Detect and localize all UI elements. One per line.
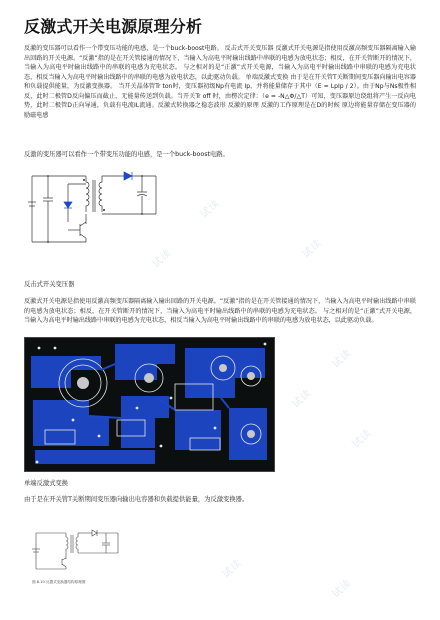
flyback-converter-schematic <box>26 525 134 587</box>
watermark: 试读 <box>350 427 375 451</box>
watermark: 试读 <box>290 387 315 411</box>
figure-caption: 图 8.10 反激式变换器结构原理图 <box>32 580 86 584</box>
buckboost-caption: 反激的变压器可以看作一个带变压功能的电感，是一个buck-boost电路。 <box>24 151 229 158</box>
section-heading-single-ended: 单端反激式变换 <box>24 480 69 487</box>
single-ended-text: 由于是在开关管T关断期间变压器向输出电容器和负载提供能量，为反激变换器。 <box>24 496 249 503</box>
watermark: 试读 <box>300 237 325 261</box>
pcb-layout-image <box>25 338 274 471</box>
pcb-photo <box>24 337 275 472</box>
watermark: 试读 <box>330 577 355 601</box>
intro-paragraph: 反激的变压器可以看作一个带变压功能的电感，是一个buck-boost电路。 反击式开关变压器 反激式开关电源是指使用反激高频变压器隔离输入输出回路的开关电源。“反激”指的是在开关管接通的情况下，当输入为高电平时输出线路中串联的电感为放电状态；相反，在开关管断开的情况下，当输入为高电平时输出线路中的串联的电感为充电状态。 与之相对的是“正激”式开关电源，当输入为高电平时输出线路中串联的电感为充电状态，相反当输入为高电平时输出线路中的串联的电感为放电状态，以此驱动负载。 单端反激式变换 由于是在开关管T关断期间变压器向输出电容器和负载提供能量，为反激变换器。 当开关晶体管Tr ton时，变压器初级Np有电流 Ip，并将能量储存于其中（E = LpIp / 2）。由于Np与Ns极性相反，此时二极管D反向偏压而截止，无能量传送到负载。当开关Tr off 时，由楞次定律：（e = -N△Φ/△T）可知，变压器原边绕组将产生一反向电势，此时二极管D正向导通，负载有电流IL流通。反激式转换器之稳态波形 反激的原理 反激的工作原理是在D的时候 原边将能量存储在变压器的励磁电感 <box>24 45 416 119</box>
watermark: 试读 <box>150 247 175 271</box>
flyback-circuit-diagram <box>24 162 162 254</box>
page-title: 反激式开关电源原理分析 <box>24 17 203 36</box>
watermark: 试读 <box>198 197 223 221</box>
watermark: 试读 <box>330 347 355 371</box>
watermark: 试读 <box>220 557 245 581</box>
flyback-paragraph: 反激式开关电源是指使用反激高频变压器隔离输入输出回路的开关电源。“反激”指的是在开关管接通的情况下，当输入为高电平时输出线路中串联的电感为放电状态；相反，在开关管断开的情况下，当输入为高电平时输出线路中的串联的电感为充电状态。 与之相对的是“正激”式开关电源，当输入为高电平时输出线路中串联的电感为充电状态，相反当输入为高电平时输出线路中的串联的电感为放电状态，以此驱动负载。 <box>24 298 416 325</box>
section-heading-flyback-transformer: 反击式开关变压器 <box>24 281 75 288</box>
